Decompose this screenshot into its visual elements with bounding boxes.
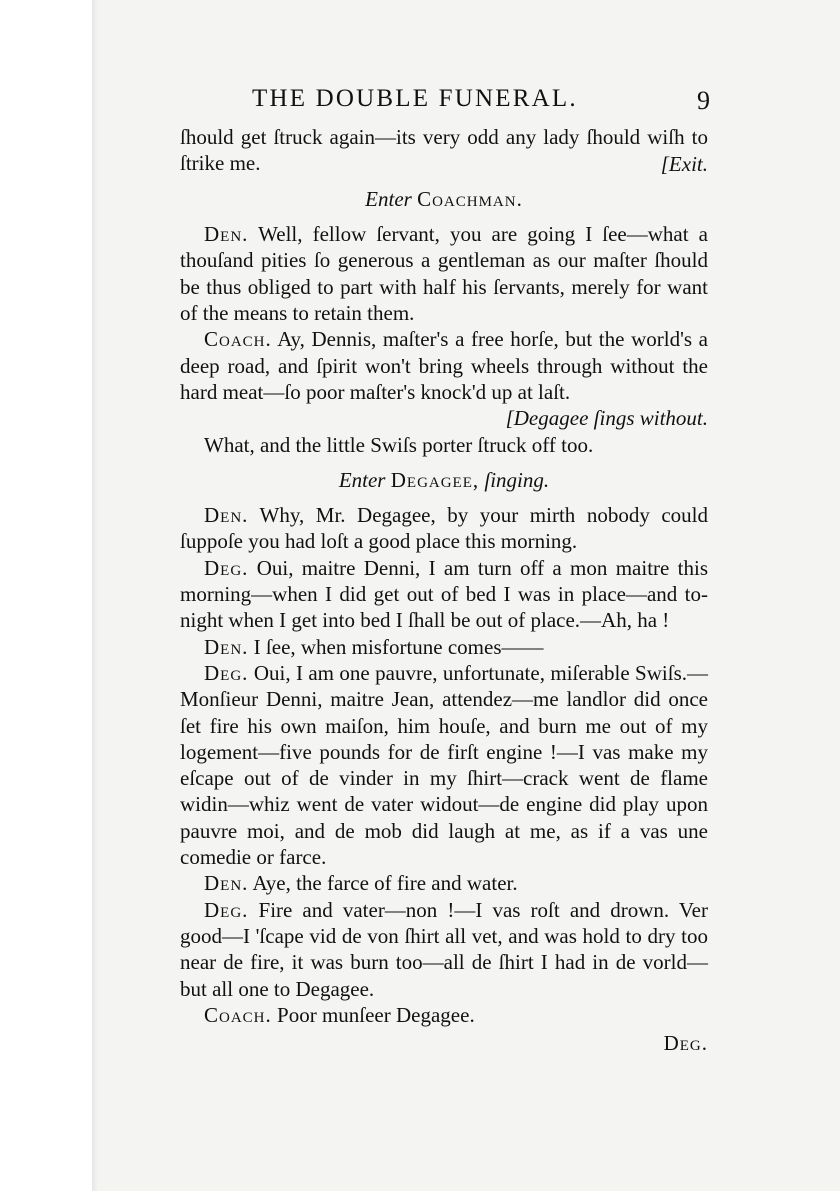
speech-text: I ſee, when misfortune comes—— [248, 634, 544, 659]
line-text: What, and the little Swiſs porter ſtruck off too. [204, 432, 594, 457]
exit-text: [Exit. [660, 151, 708, 176]
enter-word: Enter [365, 186, 412, 211]
speaker-label: Deg. [204, 555, 249, 580]
speech-degagee-1 [180, 555, 708, 634]
running-header [180, 84, 708, 124]
page-number: 9 [697, 86, 710, 115]
speaker-label: Den. [204, 634, 249, 659]
entering-character: Coachman. [417, 186, 523, 211]
enter-word: Enter [338, 467, 386, 492]
stage-entry-coachman [180, 186, 708, 212]
speaker-label: Deg. [204, 660, 249, 685]
running-title: THE DOUBLE FUNERAL. [252, 85, 578, 112]
speech-text: Fire and vater—non !—I vas roſt and drown. Ver good—I 'ſcape vid de von ſhirt all vet, and was hold to dry too near de fire, it was burn too—all de ſhirt I had in de vorld—but all one to Degagee. [180, 897, 708, 1001]
speech-dennis-1 [180, 221, 708, 326]
page-edge-shadow [92, 0, 98, 1191]
catchword: Deg. [663, 1031, 708, 1056]
entering-character: Degagee, [390, 467, 480, 492]
speech-dennis-4 [180, 870, 708, 896]
direction-text: [Degagee ſings without. [505, 406, 708, 431]
speech-text: Oui, I am one pauvre, unfortunate, miſerable Swiſs.—Monſieur Denni, maitre Jean, attendez—me landlor did once ſet fire his own maiſon, him houſe, and burn me out of my logement—five pounds for de firſt engine !—I vas make my eſcape out of de vinder in my ſhirt—crack went de flame widin—whiz went de vater widout—de engine did play upon pauvre moi, and de mob did laugh at me, as if a vas une comedie or farce. [180, 660, 708, 870]
speech-text: Aye, the farce of fire and water. [248, 871, 518, 896]
speaker-label: Den. [204, 222, 249, 247]
entry-action: ſinging. [484, 467, 550, 492]
speech-text: Oui, maitre Denni, I am turn off a mon maitre this morning—when I did get out of bed I was in place—and to-night when I get into bed I ſhall be out of place.—Ah, ha ! [180, 555, 708, 633]
speech-dennis-3 [180, 634, 708, 660]
stage-entry-degagee [180, 467, 708, 493]
speaker-label: Coach. [204, 327, 272, 352]
speech-text: Well, fellow ſervant, you are going I ſee—what a thouſand pities ſo generous a gentleman as our maſter ſhould be thus obliged to part with half his ſervants, merely for want of the means to retain them. [180, 222, 708, 326]
speech-degagee-3 [180, 897, 708, 1002]
speech-text: Why, Mr. Degagee, by your mirth nobody could ſuppoſe you had loſt a good place this morning. [180, 503, 708, 554]
speaker-label: Den. [204, 871, 249, 896]
continuation-text: ſhould get ſtruck again—its very odd any lady ſhould wiſh to ſtrike me. [180, 125, 708, 176]
speech-dennis-2 [180, 502, 708, 555]
line-swiss-porter [180, 432, 708, 458]
speaker-label: Deg. [204, 897, 249, 922]
speech-text: Poor munſeer Degagee. [271, 1002, 475, 1027]
speech-degagee-2 [180, 660, 708, 870]
speaker-label: Den. [204, 503, 249, 528]
speech-text: Ay, Dennis, maſter's a free horſe, but the world's a deep road, and ſpirit won't bring wheels through without the hard meat—ſo poor maſter's knock'd up at laſt. [180, 327, 708, 404]
speech-coachman-2 [180, 1002, 708, 1028]
stage-direction-sings [180, 405, 708, 431]
page-text-block [180, 84, 708, 1056]
speech-coachman-1 [180, 326, 708, 405]
speaker-label: Coach. [204, 1002, 272, 1027]
